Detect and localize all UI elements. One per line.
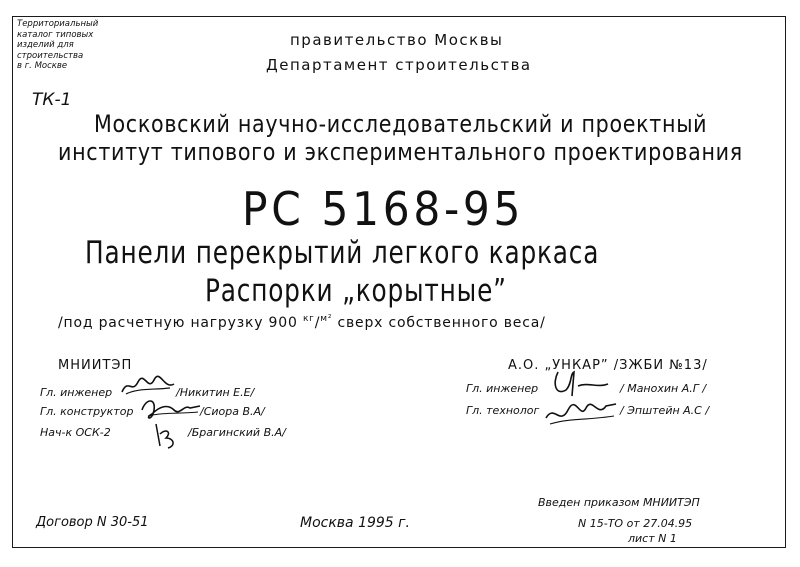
department-heading: Департамент строительства [266,56,532,74]
government-heading: правительство Москвы [290,31,504,49]
load-note-text-end: сверх собственного веса/ [337,315,546,331]
left-name: /Никитин Е.Е/ [176,386,255,399]
stamp-line: Территориальный [17,19,99,29]
right-name: / Эпштейн А.С / [620,404,710,417]
signature-braginsky [150,420,184,454]
tk-label: ТК-1 [32,90,72,110]
left-name: /Сиора В.А/ [200,405,265,418]
signature-siora [138,396,204,420]
right-role: Гл. технолог [466,404,540,417]
order-line-1: Введен приказом МНИИТЭП [538,496,700,509]
stamp-line: каталог типовых [17,29,94,40]
contract-number: Договор N 30-51 [36,515,149,530]
document-title-line-1: Панели перекрытий легкого каркаса [85,235,600,271]
order-line-2: N 15-ТО от 27.04.95 [578,517,693,530]
stamp-line: изделий для [17,40,74,50]
right-organization: А.О. „УНКАР” /ЗЖБИ №13/ [508,358,708,373]
institute-line-2: институт типового и экспериментального проектирования [58,138,743,166]
document-code: РС 5168-95 [242,182,525,236]
load-note: /под расчетную нагрузку 900 $^{кг}$/$^{м^2}$ сверх собственного веса/ [58,314,546,331]
signature-epshtein [540,396,620,430]
right-role: Гл. инженер [466,382,539,395]
left-role: Нач-к ОСК-2 [40,426,111,439]
stamp-line: строительства [17,50,84,61]
left-role: Гл. инженер [40,386,113,399]
signature-nikitin [118,374,178,398]
left-organization: МНИИТЭП [58,358,133,373]
left-name: /Брагинский В.А/ [188,426,286,439]
load-unit-numerator: кг [302,314,315,324]
catalog-stamp [17,19,98,72]
sheet-number: лист N 1 [628,532,677,545]
institute-line-1: Московский научно-исследовательский и проектный [94,110,708,138]
load-note-text: /под расчетную нагрузку 900 [58,315,298,331]
document-title-line-2: Распорки „корытные” [205,273,507,309]
load-unit-denominator: м² [320,314,333,324]
city-year: Москва 1995 г. [300,515,410,531]
stamp-line: в г. Москве [17,61,68,71]
left-role: Гл. конструктор [40,405,134,418]
right-name: / Манохин А.Г / [620,382,707,395]
